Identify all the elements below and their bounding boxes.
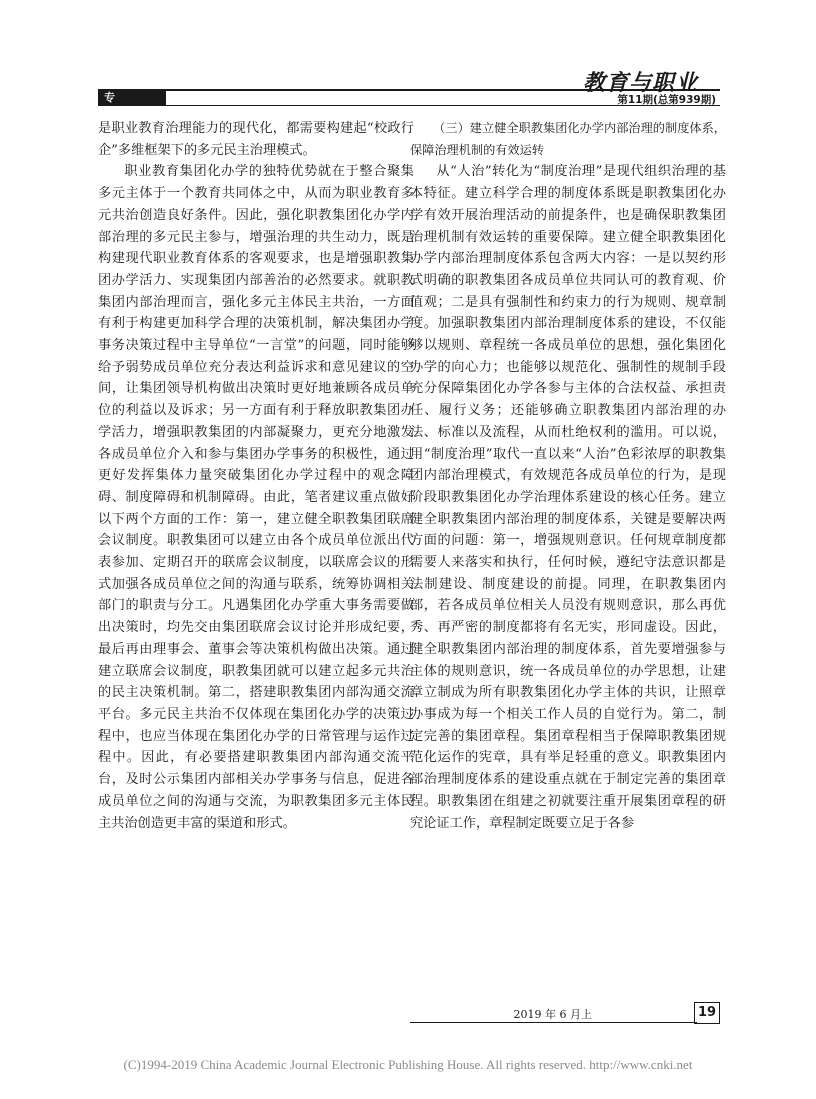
left-column xyxy=(98,118,414,834)
page-header xyxy=(98,62,720,119)
copyright-notice: (C)1994-2019 China Academic Journal Electronic Publishing House. All rights reserved. http://www.cnki.net xyxy=(123,1057,693,1072)
journal-title: 教育与职业 xyxy=(582,70,698,96)
paragraph: 职业教育集团化办学的独特优势就在于整合聚集多元主体于一个教育共同体之中，从而为职业教育多元共治创造良好条件。因此，强化职教集团化办学内部治理的多元民主参与，增强治理的共生动力，既是构建现代职业教育体系的客观要求，也是增强职教集团办学活力、实现集团内部善治的必然要求。就职教集团内部治理而言，强化多元主体民主共治，一方面有利于构建更加科学合理的决策机制，解决集团办学事务决策过程中主导单位“一言堂”的问题，同时能够给予弱势成员单位充分表达利益诉求和意见建议的空间，让集团领导机构做出决策时更好地兼顾各成员单位的利益以及诉求；另一方面有利于释放职教集团办学活力，增强职教集团的内部凝聚力，更充分地激发各成员单位介入和参与集团办学事务的积极性，通过更好发挥集体力量突破集团化办学过程中的观念障碍、制度障碍和机制障碍。由此，笔者建议重点做好以下两个方面的工作：第一，建立健全职教集团联席会议制度。职教集团可以建立由各个成员单位派出代表参加、定期召开的联席会议制度，以联席会议的形式加强各成员单位之间的沟通与联系，统筹协调相关部门的职责与分工。凡遇集团化办学重大事务需要做出决策时，均先交由集团联席会议讨论并形成纪要，最后再由理事会、董事会等决策机构做出决策。通过建立联席会议制度，职教集团就可以建立起多元共治的民主决策机制。第二，搭建职教集团内部沟通交流平台。多元民主共治不仅体现在集团化办学的决策过程中，也应当体现在集团化办学的日常管理与运作过程中。因此，有必要搭建职教集团内部沟通交流平台，及时公示集团内部相关办学事务与信息，促进各成员单位之间的沟通与交流，为职教集团多元主体民主共治创造更丰富的渠道和形式。 xyxy=(98,164,414,831)
section-subheading: （三）建立健全职教集团化办学内部治理的制度体系，保障治理机制的有效运转 xyxy=(410,121,726,157)
paragraph: 从“人治”转化为“制度治理”是现代组织治理的基本特征。建立科学合理的制度体系既是职教集团化办学有效开展治理活动的前提条件，也是确保职教集团治理机制有效运转的重要保障。建立健全职教集团化办学内部治理制度体系包含两大内容：一是以契约形式明确的职教集团各成员单位共同认可的教育观、价值观；二是具有强制性和约束力的行为规则、规章制度。加强职教集团内部治理制度体系的建设，不仅能够以规则、章程统一各成员单位的思想，强化集团化办学的向心力；也能够以规范化、强制性的规制手段充分保障集团化办学各参与主体的合法权益、承担责任、履行义务；还能够确立职教集团内部治理的办法、标准以及流程，从而杜绝权利的滥用。可以说，用“制度治理”取代一直以来“人治”色彩浓厚的职教集团内部治理模式，有效规范各成员单位的行为，是现阶段职教集团化办学治理体系建设的核心任务。建立健全职教集团内部治理的制度体系，关键是要解决两方面的问题：第一，增强规则意识。任何规章制度都需要人来落实和执行，任何时候，遵纪守法意识都是法制建设、制度建设的前提。同理，在职教集团内部，若各成员单位相关人员没有规则意识，那么再优秀、再严密的制度都将有名无实，形同虚设。因此，健全职教集团内部治理的制度体系，首先要增强参与主体的规则意识，统一各成员单位的办学思想，让建章立制成为所有职教集团化办学主体的共识，让照章办事成为每一个相关工作人员的自觉行为。第二，制定完善的集团章程。集团章程相当于保障职教集团规范化运作的宪章，具有举足轻重的意义。职教集团内部治理制度体系的建设重点就在于制定完善的集团章程。职教集团在组建之初就要注重开展集团章程的研究论证工作，章程制定既要立足于各参 xyxy=(410,164,726,831)
footer-rule xyxy=(410,1022,697,1023)
right-column xyxy=(410,118,726,834)
issue-info: 第11期(总第939期) xyxy=(617,94,716,106)
page-number: 19 xyxy=(694,1002,720,1024)
section-tab: 专 题 xyxy=(98,90,166,105)
issue-date: 2019 年 6 月上 xyxy=(513,1008,592,1021)
paragraph-continued: 是职业教育治理能力的现代化，都需要构建起“校政行企”多维框架下的多元民主治理模式。 xyxy=(98,121,414,158)
